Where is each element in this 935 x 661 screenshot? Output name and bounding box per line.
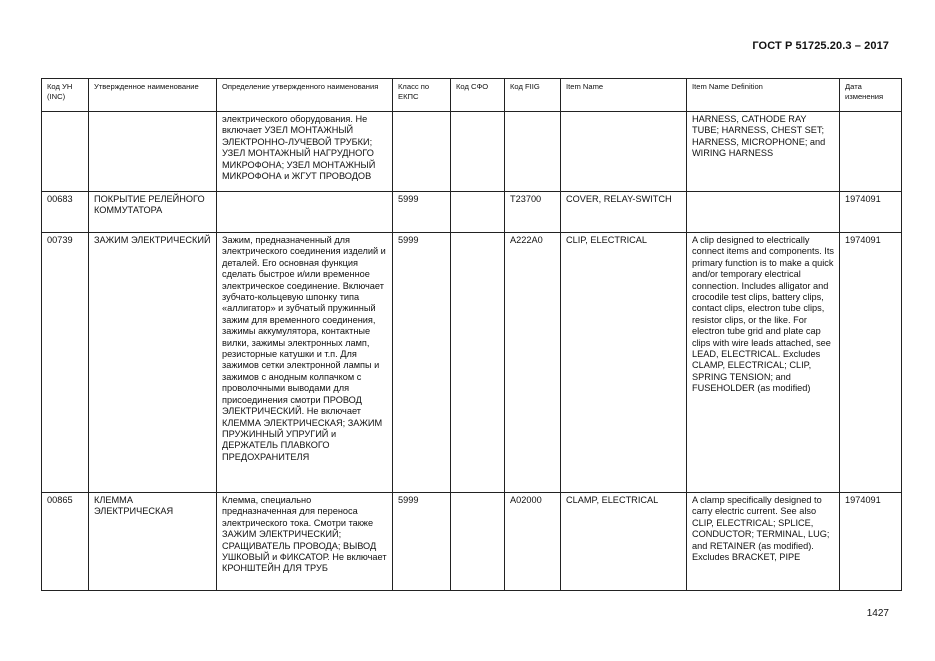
cell-code-fiig: T23700 (505, 192, 561, 233)
cell-code-fiig (505, 112, 561, 192)
cell-code-fiig: A222A0 (505, 233, 561, 493)
cell-definition: Клемма, специально предназначенная для переноса электрического тока. Смотри также ЗАЖИМ ЭЛЕКТРИЧЕСКИЙ; СРАЩИВАТЕЛЬ ПРОВОДА; ВЫВОД УШКОВЫЙ и ФИКСАТОР. Не включает КРОНШТЕЙН ДЛЯ ТРУБ (217, 493, 393, 591)
table-header-row (42, 79, 902, 112)
header-code-sfo: Код СФО (451, 79, 505, 112)
cell-item-name: COVER, RELAY-SWITCH (561, 192, 687, 233)
cell-code: 00865 (42, 493, 89, 591)
cell-item-definition: A clip designed to electrically connect items and components. Its primary function is to make a quick and/or temporary electrical connection. Includes alligator and crocodile test clips, battery clips, contact clips, electron tube clips, resistor clips, or the like. For electron tube grid and plate cap clips with wire leads attached, see LEAD, ELECTRICAL. Excludes CLAMP, ELECTRICAL; CLIP, SPRING TENSION; and FUSEHOLDER (as modified) (687, 233, 840, 493)
cell-code (42, 112, 89, 192)
cell-definition: Зажим, предназначенный для электрического соединения изделий и деталей. Его основная функция сделать быстрое и/или временное электрическое соединение. Включает зубчато-кольцевую шпонку типа «аллигатор» и зубчатый пружинный зажим для временного соединения, зажимы аккумулятора, контактные вилки, зажимы электронных ламп, резисторные катушки и т.п. Для зажимов сетки электронной лампы и зажимов с анодным колпачком с проволочными выводами для присоединения смотри ПРОВОД ЭЛЕКТРИЧЕСКИЙ. Не включает КЛЕММА ЭЛЕКТРИЧЕСКАЯ; ЗАЖИМ ПРУЖИННЫЙ УПРУГИЙ и ДЕРЖАТЕЛЬ ПЛАВКОГО ПРЕДОХРАНИТЕЛЯ (217, 233, 393, 493)
header-code: Код УН (INC) (42, 79, 89, 112)
table-row (42, 233, 902, 493)
table-row (42, 192, 902, 233)
cell-item-definition: A clamp specifically designed to carry electric current. See also CLIP, ELECTRICAL; SPLICE, CONDUCTOR; TERMINAL, LUG; and RETAINER (as modified). Excludes BRACKET, PIPE (687, 493, 840, 591)
cell-code-sfo (451, 233, 505, 493)
document-title: ГОСТ Р 51725.20.3 – 2017 (752, 40, 889, 52)
header-item-definition: Item Name Definition (687, 79, 840, 112)
cell-code-sfo (451, 112, 505, 192)
cell-class-ekps: 5999 (393, 192, 451, 233)
cell-code-sfo (451, 493, 505, 591)
cell-definition (217, 192, 393, 233)
cell-item-definition: HARNESS, CATHODE RAY TUBE; HARNESS, CHEST SET; HARNESS, MICROPHONE; and WIRING HARNESS (687, 112, 840, 192)
cell-date: 1974091 (840, 192, 902, 233)
cell-item-name: CLAMP, ELECTRICAL (561, 493, 687, 591)
header-date: Дата изменения (840, 79, 902, 112)
header-class-ekps: Класс по ЕКПС (393, 79, 451, 112)
header-code-fiig: Код FIIG (505, 79, 561, 112)
cell-date: 1974091 (840, 493, 902, 591)
header-definition: Определение утвержденного наименования (217, 79, 393, 112)
cell-item-name (561, 112, 687, 192)
cell-code-sfo (451, 192, 505, 233)
cell-class-ekps (393, 112, 451, 192)
cell-item-definition (687, 192, 840, 233)
cell-code: 00739 (42, 233, 89, 493)
cell-class-ekps: 5999 (393, 493, 451, 591)
cell-code: 00683 (42, 192, 89, 233)
cell-name (89, 112, 217, 192)
table-row (42, 112, 902, 192)
cell-name: ПОКРЫТИЕ РЕЛЕЙНОГО КОММУТАТОРА (89, 192, 217, 233)
cell-name: КЛЕММА ЭЛЕКТРИЧЕСКАЯ (89, 493, 217, 591)
header-item-name: Item Name (561, 79, 687, 112)
cell-date: 1974091 (840, 233, 902, 493)
cell-definition: электрического оборудования. Не включает УЗЕЛ МОНТАЖНЫЙ ЭЛЕКТРОННО-ЛУЧЕВОЙ ТРУБКИ; УЗЕЛ МОНТАЖНЫЙ НАГРУДНОГО МИКРОФОНА; УЗЕЛ МОНТАЖНЫЙ МИКРОФОНА и ЖГУТ ПРОВОДОВ (217, 112, 393, 192)
cell-code-fiig: A02000 (505, 493, 561, 591)
cell-class-ekps: 5999 (393, 233, 451, 493)
header-name: Утвержденное наименование (89, 79, 217, 112)
cell-name: ЗАЖИМ ЭЛЕКТРИЧЕСКИЙ (89, 233, 217, 493)
table-row (42, 493, 902, 591)
gost-table (41, 78, 902, 591)
page-number: 1427 (866, 608, 889, 619)
cell-date (840, 112, 902, 192)
cell-item-name: CLIP, ELECTRICAL (561, 233, 687, 493)
